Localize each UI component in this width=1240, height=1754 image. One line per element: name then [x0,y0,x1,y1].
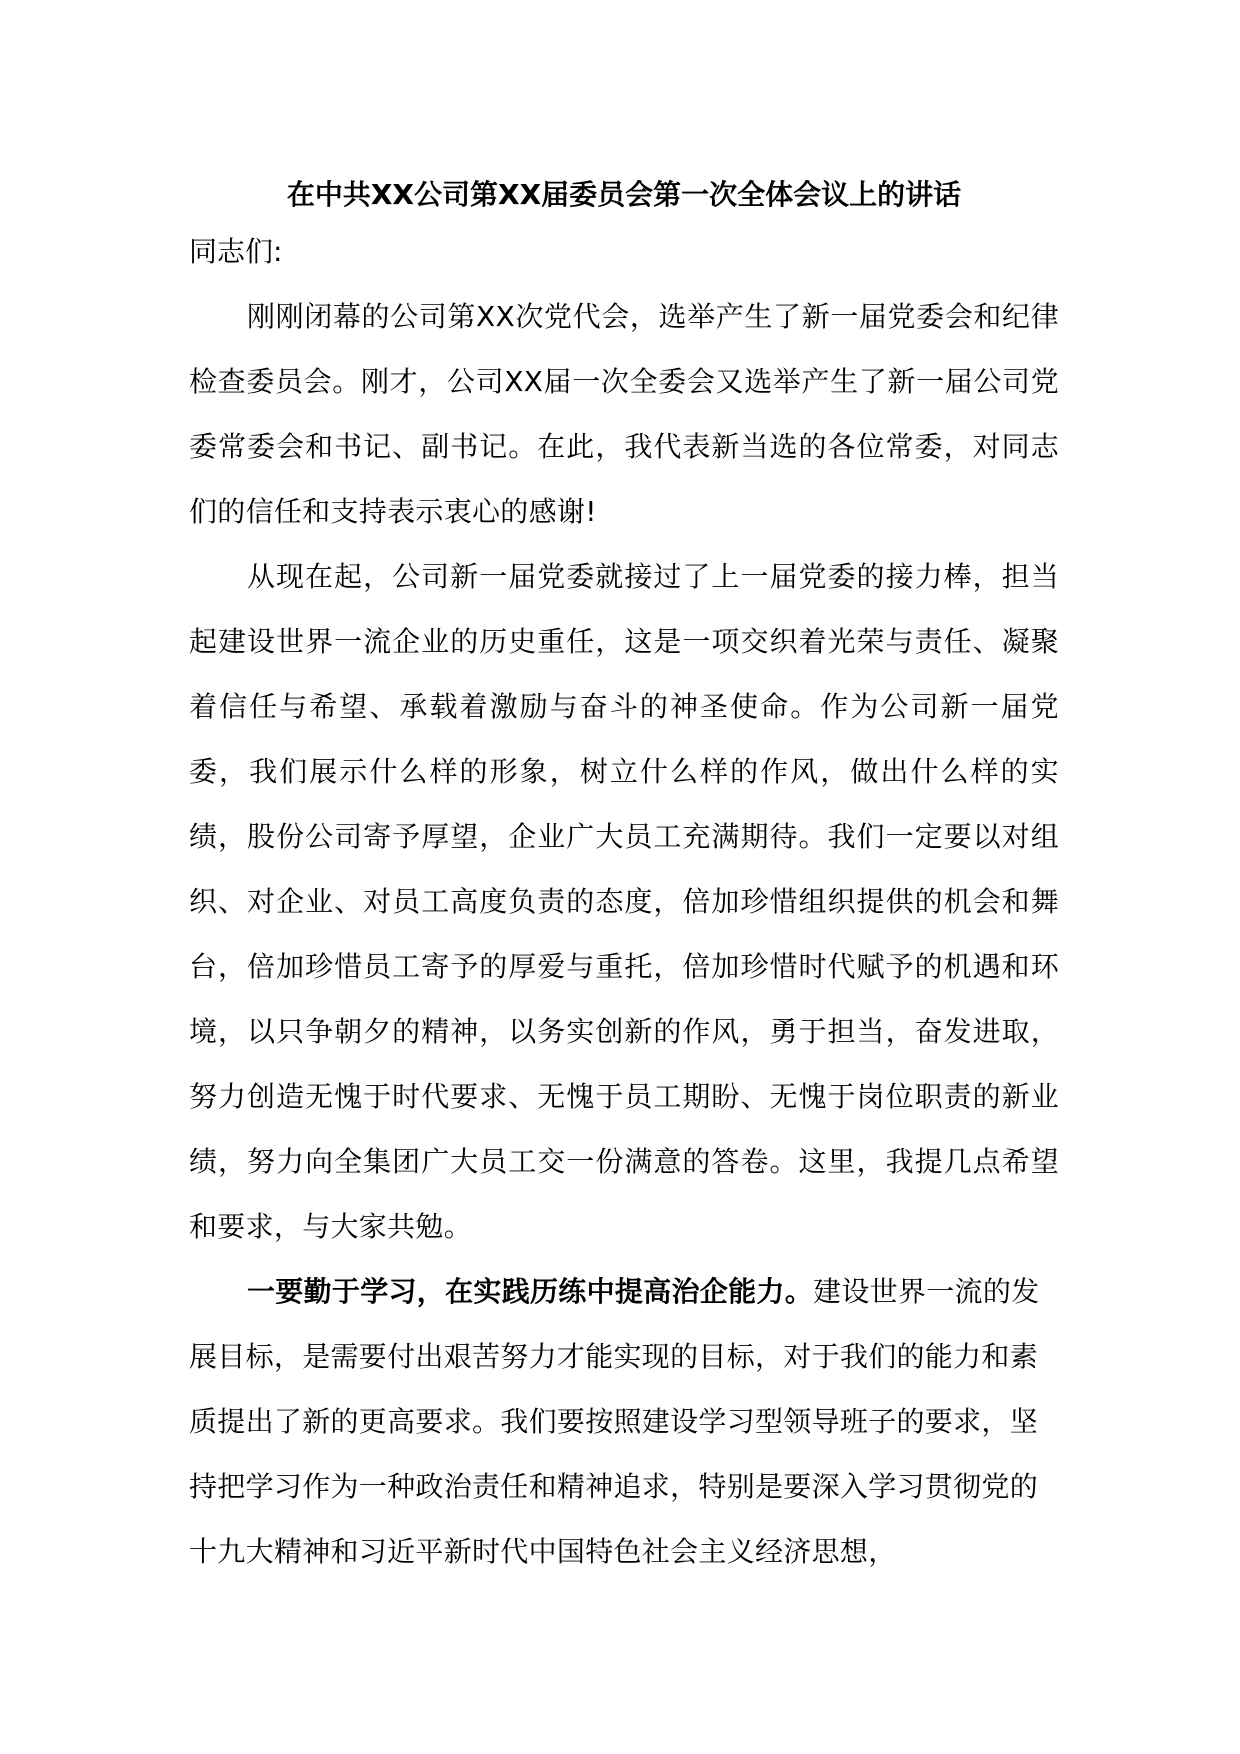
paragraph-3-text: 建设世界一流的发展目标，是需要付出艰苦努力才能实现的目标，对于我们的能力和素质提出了新的更高要求。我们要按照建设学习型领导班子的要求，坚持把学习作为一种政治责任和精神追求，特别是要深入学习贯彻党的十九大精神和习近平新时代中国特色社会主义经济思想， [189,1275,1040,1568]
paragraph-2-text: 从现在起，公司新一届党委就接过了上一届党委的接力棒，担当起建设世界一流企业的历史重任，这是一项交织着光荣与责任、凝聚着信任与希望、承载着激励与奋斗的神圣使命。作为公司新一届党委，我们展示什么样的形象，树立什么样的作风，做出什么样的实绩，股份公司寄予厚望，企业广大员工充满期待。我们一定要以对组织、对企业、对员工高度负责的态度，倍加珍惜组织提供的机会和舞台，倍加珍惜员工寄予的厚爱与重托，倍加珍惜时代赋予的机遇和环境，以只争朝夕的精神，以务实创新的作风，勇于担当，奋发进取，努力创造无愧于时代要求、无愧于员工期盼、无愧于岗位职责的新业绩，努力向全集团广大员工交一份满意的答卷。这里，我提几点希望和要求，与大家共勉。 [189,560,1059,1243]
paragraph-3 [189,1259,1059,1584]
document-title: 在中共XX公司第XX届委员会第一次全体会议上的讲话 [286,178,962,211]
document-page [189,170,1059,1584]
paragraph-1-text: 刚刚闭幕的公司第XX次党代会，选举产生了新一届党委会和纪律检查委员会。刚才，公司XX届一次全委会又选举产生了新一届公司党委常委会和书记、副书记。在此，我代表新当选的各位常委，对同志们的信任和支持表示衷心的感谢! [189,300,1059,528]
paragraph-2 [189,544,1059,1259]
paragraph-1 [189,284,1059,544]
salutation: 同志们: [189,235,283,268]
paragraph-3-lead: 一要勤于学习，在实践历练中提高治企能力。 [247,1275,814,1308]
